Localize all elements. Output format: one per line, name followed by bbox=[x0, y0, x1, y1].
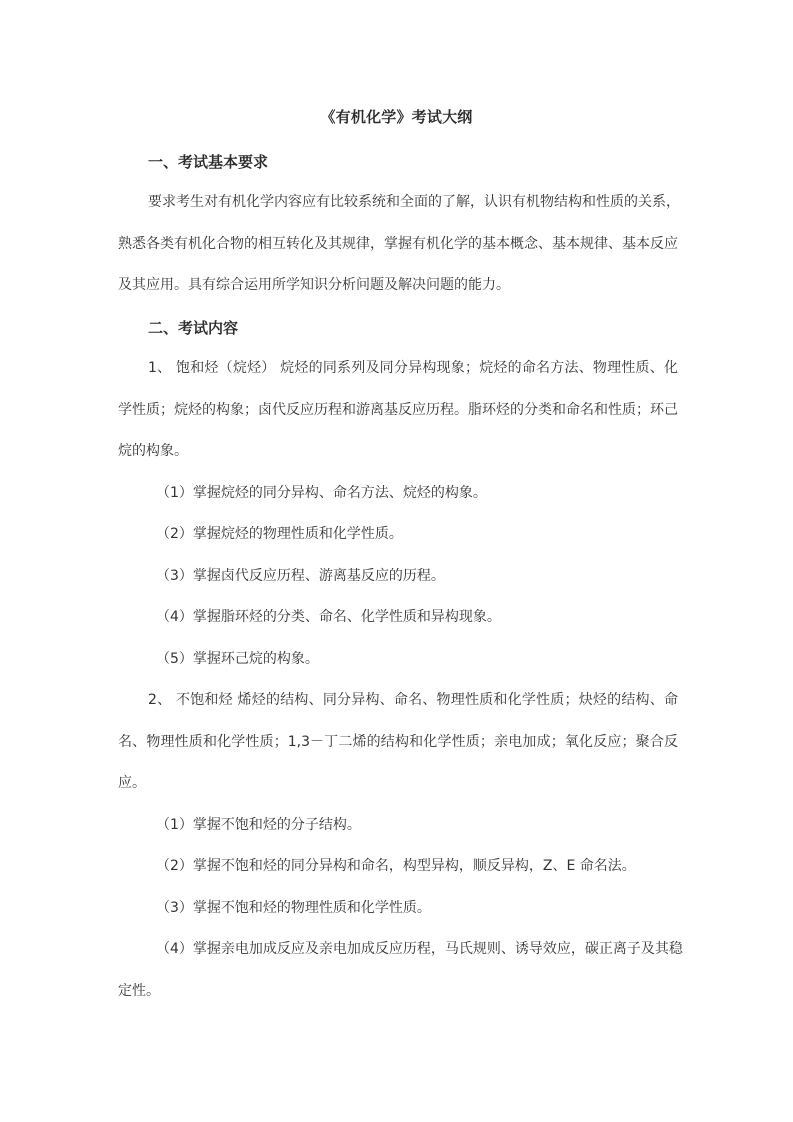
list-item: （5）掌握环己烷的构象。 bbox=[156, 651, 319, 667]
section-heading-content: 二、考试内容 bbox=[148, 319, 239, 337]
list-item: （2）掌握不饱和烃的同分异构和命名，构型异构，顺反异构，Z、E 命名法。 bbox=[156, 858, 636, 874]
paragraph-line: 及其应用。具有综合运用所学知识分析问题及解决问题的能力。 bbox=[118, 277, 510, 293]
paragraph-line: 1、 饱和烃（烷烃） 烷烃的同系列及同分异构现象；烷烃的命名方法、物理性质、化 bbox=[148, 360, 678, 376]
paragraph-line: 2、 不饱和烃 烯烃的结构、同分异构、命名、物理性质和化学性质；炔烃的结构、命 bbox=[148, 692, 678, 708]
paragraph-line: 应。 bbox=[118, 775, 146, 791]
list-item: （4）掌握脂环烃的分类、命名、化学性质和异构现象。 bbox=[156, 609, 501, 625]
paragraph-line: 学性质；烷烃的构象；卤代反应历程和游离基反应历程。脂环烃的分类和命名和性质；环己 bbox=[118, 402, 678, 418]
list-item: （1）掌握烷烃的同分异构、命名方法、烷烃的构象。 bbox=[156, 485, 487, 501]
paragraph-line: 要求考生对有机化学内容应有比较系统和全面的了解，认识有机物结构和性质的关系， bbox=[148, 194, 680, 210]
paragraph-line: 烷的构象。 bbox=[118, 443, 188, 459]
list-item-continuation: 定性。 bbox=[118, 983, 160, 999]
list-item: （1）掌握不饱和烃的分子结构。 bbox=[156, 817, 361, 833]
section-heading-requirements: 一、考试基本要求 bbox=[148, 153, 269, 171]
list-item: （3）掌握卤代反应历程、游离基反应的历程。 bbox=[156, 568, 445, 584]
list-item: （4）掌握亲电加成反应及亲电加成反应历程，马氏规则、诱导效应，碳正离子及其稳 bbox=[156, 941, 683, 957]
list-item: （3）掌握不饱和烃的物理性质和化学性质。 bbox=[156, 900, 431, 916]
list-item: （2）掌握烷烃的物理性质和化学性质。 bbox=[156, 526, 403, 542]
document-title: 《有机化学》考试大纲 bbox=[320, 108, 473, 126]
paragraph-line: 名、物理性质和化学性质；1,3－丁二烯的结构和化学性质；亲电加成；氧化反应；聚合反 bbox=[118, 734, 678, 750]
paragraph-line: 熟悉各类有机化合物的相互转化及其规律，掌握有机化学的基本概念、基本规律、基本反应 bbox=[118, 236, 678, 252]
